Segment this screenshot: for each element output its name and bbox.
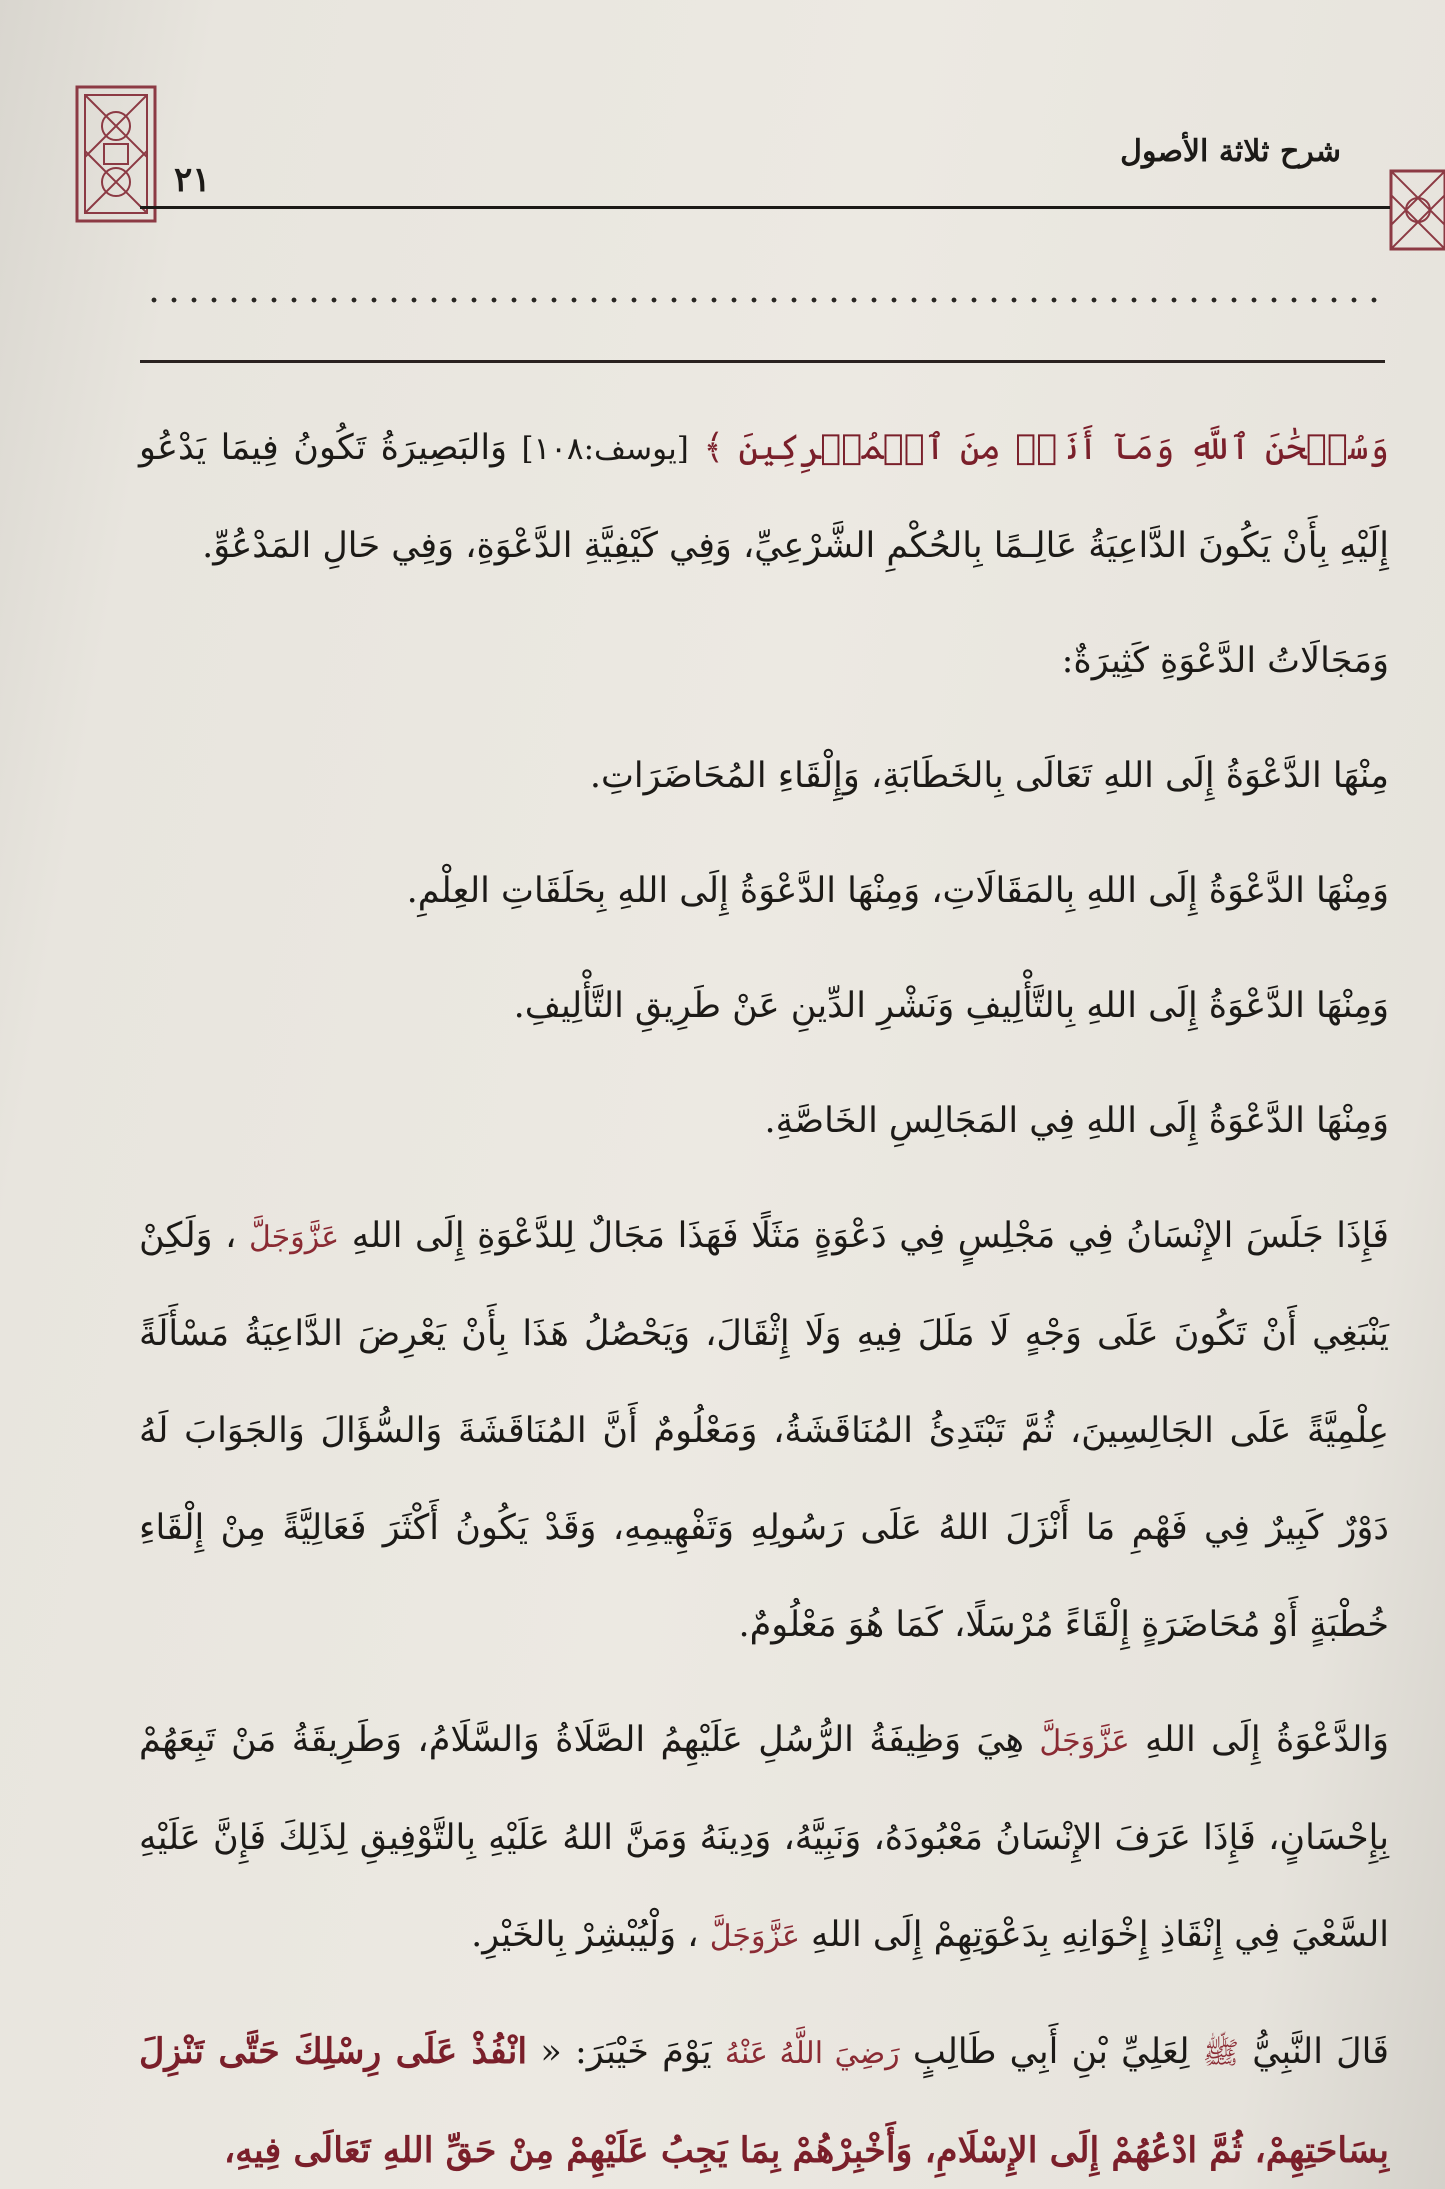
header-rule	[140, 206, 1390, 209]
paragraph	[139, 400, 1389, 595]
decorative-knot-ornament	[74, 84, 158, 224]
honorific: ﷺ	[1202, 2036, 1239, 2071]
honorific: عَزَّوَجَلَّ	[709, 1919, 800, 1954]
paragraph: وَمِنْهَا الدَّعْوَةُ إِلَى اللهِ بِالمَقَالَاتِ، وَمِنْهَا الدَّعْوَةُ إِلَى اللهِ بِحَلَقَاتِ العِلْمِ.	[406, 871, 1389, 911]
paragraph-text: ، وَلْيُبْشِرْ بِالخَيْرِ.	[471, 1915, 699, 1955]
main-text-block	[139, 400, 1389, 2189]
honorific: رَضِيَ اللَّهُ عَنْهُ	[724, 2036, 900, 2071]
footnote-separator-rule	[140, 360, 1385, 363]
honorific: عَزَّوَجَلَّ	[248, 1220, 340, 1255]
paragraph-text: لِعَلِيِّ بْنِ أَبِي طَالِبٍ	[899, 2032, 1190, 2072]
paragraph	[139, 2003, 1389, 2189]
running-header-title: شرح ثلاثة الأصول	[1120, 134, 1341, 169]
page-number: ٢١	[174, 160, 211, 200]
paragraph-text: يَوْمَ خَيْبَرَ: «	[540, 2032, 712, 2072]
paragraph-text: قَالَ النَّبِيُّ	[1239, 2032, 1389, 2072]
paragraph: وَمِنْهَا الدَّعْوَةُ إِلَى اللهِ فِي المَجَالِسِ الخَاصَّةِ.	[764, 1101, 1389, 1141]
quran-verse: وَسُبۡحَٰنَ ٱللَّهِ وَمَآ أَنَا۠ مِنَ ٱلۡمُشۡرِكِينَ ﴾	[703, 428, 1389, 468]
paragraph: وَمَجَالَاتُ الدَّعْوَةِ كَثِيرَةٌ:	[1061, 641, 1389, 681]
verse-reference: [يوسف:١٠٨]	[521, 431, 689, 467]
paragraph	[139, 1692, 1389, 1985]
paragraph-text: وَالبَصِيرَةُ تَكُونُ فِيمَا يَدْعُو إِلَيْهِ بِأَنْ يَكُونَ الدَّاعِيَةُ عَالِـمًا بِالحُكْمِ الشَّرْعِيِّ، وَفِي كَيْفِيَّةِ الدَّعْوَةِ، وَفِي حَالِ المَدْعُوِّ.	[139, 428, 1389, 566]
paragraph-text: هِيَ وَظِيفَةُ الرُّسُلِ عَلَيْهِمُ الصَّلَاةُ وَالسَّلَامُ، وَطَرِيقَةُ مَنْ تَبِعَهُمْ بِإِحْسَانٍ، فَإِذَا عَرَفَ الإِنْسَانُ مَعْبُودَهُ، وَنَبِيَّهُ، وَدِينَهُ وَمَنَّ اللهُ عَلَيْهِ بِالتَّوْفِيقِ لِذَلِكَ فَإِنَّ عَلَيْهِ السَّعْيَ فِي إِنْقَاذِ إِخْوَانِهِ بِدَعْوَتِهِمْ إِلَى اللهِ	[139, 1720, 1389, 1955]
honorific: عَزَّوَجَلَّ	[1039, 1724, 1130, 1759]
paragraph-text: ، وَلَكِنْ يَنْبَغِي أَنْ تَكُونَ عَلَى وَجْهٍ لَا مَلَلَ فِيهِ وَلَا إِثْقَالَ، وَيَحْصُلُ هَذَا بِأَنْ يَعْرِضَ الدَّاعِيَةُ مَسْأَلَةً عِلْمِيَّةً عَلَى الجَالِسِينَ، ثُمَّ تَبْتَدِئُ المُنَاقَشَةُ، وَمَعْلُومٌ أَنَّ المُنَاقَشَةَ وَالسُّؤَالَ وَالجَوَابَ لَهُ دَوْرٌ كَبِيرٌ فِي فَهْمِ مَا أَنْزَلَ اللهُ عَلَى رَسُولِهِ وَتَفْهِيمِهِ، وَقَدْ يَكُونُ أَكْثَرَ فَعَالِيَّةً مِنْ إِلْقَاءِ خُطْبَةٍ أَوْ مُحَاضَرَةٍ إِلْقَاءً مُرْسَلًا، كَمَا هُوَ مَعْلُومٌ.	[139, 1216, 1389, 1645]
decorative-knot-ornament-edge	[1388, 168, 1445, 252]
paragraph-text: فَإِذَا جَلَسَ الإِنْسَانُ فِي مَجْلِسٍ فِي دَعْوَةٍ مَثَلًا فَهَذَا مَجَالٌ لِلدَّعْوَةِ إِلَى اللهِ	[339, 1216, 1389, 1256]
paragraph-text: وَالدَّعْوَةُ إِلَى اللهِ	[1129, 1720, 1389, 1760]
footnote-dot-leader	[144, 296, 1384, 304]
hadith-quote: انْفُذْ عَلَى رِسْلِكَ حَتَّى تَنْزِلَ بِسَاحَتِهِمْ، ثُمَّ ادْعُهُمْ إِلَى الإِسْلَامِ، وَأَخْبِرْهُمْ بِمَا يَجِبُ عَلَيْهِمْ مِنْ حَقِّ اللهِ تَعَالَى فِيهِ،	[139, 2031, 1389, 2171]
paragraph: مِنْهَا الدَّعْوَةُ إِلَى اللهِ تَعَالَى بِالخَطَابَةِ، وَإِلْقَاءِ المُحَاضَرَاتِ.	[589, 756, 1389, 796]
paragraph	[139, 1188, 1389, 1674]
paragraph: وَمِنْهَا الدَّعْوَةُ إِلَى اللهِ بِالتَّأْلِيفِ وَنَشْرِ الدِّينِ عَنْ طَرِيقِ التَّأْلِيفِ.	[513, 986, 1389, 1026]
